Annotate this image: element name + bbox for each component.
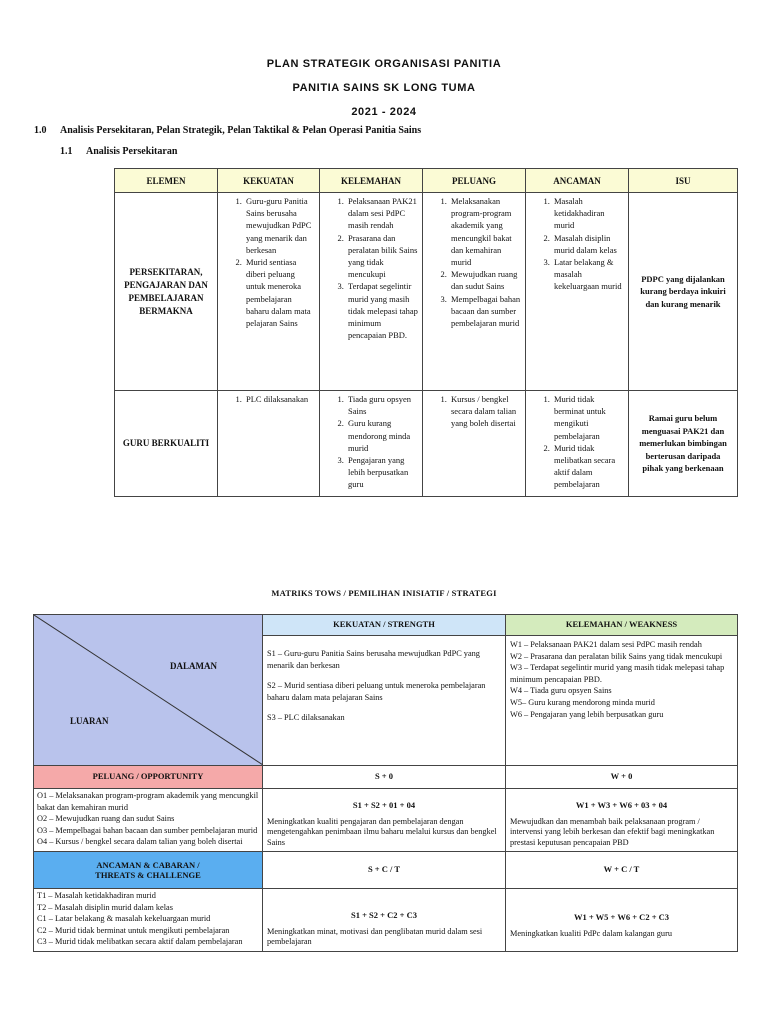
weakness-item: W5– Guru kurang mendorong minda murid <box>510 697 655 707</box>
issue-cell: PDPC yang dijalankan kurang berdaya inkuiri dan kurang menarik <box>629 193 738 391</box>
list-item: 2. Masalah disiplin murid dalam kelas <box>552 232 624 256</box>
column-header: ANCAMAN <box>526 169 629 193</box>
matrix-header-row <box>34 615 738 636</box>
strength-item: S1 – Guru-guru Panitia Sains berusaha mewujudkan PdPC yang menarik dan berkesan <box>267 649 480 670</box>
issue-cell: Ramai guru belum menguasai PAK21 dan memerlukan bimbingan berterusan daripada pihak yang berkenaan <box>629 391 738 497</box>
section-title: Analisis Persekitaran, Pelan Strategik, Pelan Taktikal & Pelan Operasi Panitia Sains <box>60 125 422 136</box>
st-formula: S1 + S2 + C2 + C3 <box>350 910 417 921</box>
list-item: 1. PLC dilaksanakan <box>244 393 315 405</box>
threat-header <box>34 852 263 889</box>
threat-header-row <box>34 852 738 889</box>
strength-cell <box>218 391 320 497</box>
document-title: PLAN STRATEGIK ORGANISASI PANITIA <box>266 58 502 70</box>
list-item: 2. Prasarana dan peralatan bilik Sains yang tidak mencukupi <box>346 232 418 281</box>
section-title: Analisis Persekitaran <box>86 146 178 157</box>
opportunity-cell <box>423 193 526 391</box>
st-strategy-cell <box>263 889 506 952</box>
list-item: 3. Terdapat segelintir murid yang masih tidak melepasi tahap minimum pencapaian PBD. <box>346 280 418 341</box>
threat-header-line: THREATS & CHALLENGE <box>95 870 201 881</box>
diagonal-header-cell <box>34 615 263 766</box>
column-header: KELEMAHAN <box>320 169 423 193</box>
table-header-row <box>115 169 738 193</box>
strength-list <box>263 636 506 766</box>
list-item: 3. Mempelbagai bahan bacaan dan sumber pembelajaran murid <box>449 293 521 330</box>
section-number: 1.1 <box>60 146 73 157</box>
wt-formula: W1 + W5 + W6 + C2 + C3 <box>573 912 670 923</box>
wo-label: W + 0 <box>506 766 738 789</box>
list-item: 3. Latar belakang & masalah kekeluargaan murid <box>552 256 624 293</box>
list-item: 1. Melaksanakan program-program akademik yang mencungkil bakat dan kemahiran murid <box>449 195 521 268</box>
list-item: 3. Pengajaran yang lebih berpusatkan guru <box>346 454 418 491</box>
st-strategy: Meningkatkan minat, motivasi dan penglibatan murid dalam sesi pembelajaran <box>267 926 483 947</box>
wo-formula: W1 + W3 + W6 + 03 + 04 <box>575 800 668 810</box>
threat-header-line: ANCAMAN & CABARAN / <box>96 859 200 870</box>
table-row <box>115 193 738 391</box>
plan-years: 2021 - 2024 <box>351 106 417 118</box>
wt-label: W + C / T <box>506 852 738 889</box>
list-item: 1. Masalah ketidakhadiran murid <box>552 195 624 232</box>
weakness-item: W1 – Pelaksanaan PAK21 dalam sesi PdPC masih rendah <box>510 640 702 649</box>
section-number: 1.0 <box>34 125 47 136</box>
threat-item: C1 – Latar belakang & masalah kekeluargaan murid <box>37 914 211 924</box>
column-header: KEKUATAN <box>218 169 320 193</box>
opportunity-item: O3 – Mempelbagai bahan bacaan dan sumber pembelajaran murid <box>37 825 258 835</box>
opportunity-header: PELUANG / OPPORTUNITY <box>34 766 263 789</box>
column-header: ELEMEN <box>115 169 218 193</box>
strength-item: S3 – PLC dilaksanakan <box>267 713 345 723</box>
st-label: S + C / T <box>263 852 506 889</box>
list-item: 2. Murid tidak melibatkan secara aktif dalam pembelajaran <box>552 442 624 491</box>
strength-header: KEKUATAN / STRENGTH <box>263 615 506 636</box>
wt-strategy: Meningkatkan kualiti PdPc dalam kalangan guru <box>510 928 672 938</box>
list-item: 1. Kursus / bengkel secara dalam talian yang boleh disertai <box>449 393 521 430</box>
internal-label: DALAMAN <box>170 661 217 671</box>
threat-cell <box>526 193 629 391</box>
weakness-item: W2 – Prasarana dan peralatan bilik Sains yang tidak mencukupi <box>510 651 723 661</box>
threat-cell <box>526 391 629 497</box>
column-header: PELUANG <box>423 169 526 193</box>
opportunity-item: O1 – Melaksanakan program-program akademik yang mencungkil bakat dan kemahiran murid <box>37 791 259 812</box>
external-label: LUARAN <box>70 716 109 726</box>
so-label: S + 0 <box>263 766 506 789</box>
tows-matrix-title: MATRIKS TOWS / PEMILIHAN INISIATIF / STRATEGI <box>271 588 497 598</box>
environment-analysis-table <box>114 168 738 497</box>
strength-cell <box>218 193 320 391</box>
diagonal-line <box>34 615 263 765</box>
section-heading-1-1 <box>60 146 177 157</box>
weakness-item: W3 – Terdapat segelintir murid yang masih tidak melepasi tahap minimum pencapaian PBD. <box>510 663 725 684</box>
section-heading-1-0 <box>34 125 421 136</box>
panel-name: PANITIA SAINS SK LONG TUMA <box>292 82 476 94</box>
list-item: 2. Mewujudkan ruang dan sudut Sains <box>449 268 521 292</box>
list-item: 1. Guru-guru Panitia Sains berusaha mewujudkan PdPC yang menarik dan berkesan <box>244 195 315 256</box>
diagonal-header <box>34 615 262 765</box>
list-item: 1. Tiada guru opsyen Sains <box>346 393 418 417</box>
threat-item: C2 – Murid tidak berminat untuk mengikuti pembelajaran <box>37 925 230 935</box>
weakness-cell <box>320 391 423 497</box>
opportunity-row <box>34 789 738 852</box>
so-strategy-cell <box>263 789 506 852</box>
list-item: 2. Guru kurang mendorong minda murid <box>346 417 418 454</box>
opportunity-list <box>34 789 263 852</box>
threat-item: C3 – Murid tidak melibatkan secara aktif dalam pembelajaran <box>37 937 243 947</box>
so-strategy: Meningkatkan kualiti pengajaran dan pembelajaran dengan mengetengahkan penimbaan ilmu baharu melalui kursus dan bengkel Sains <box>267 816 497 847</box>
so-formula: S1 + S2 + 01 + 04 <box>352 800 416 810</box>
weakness-cell <box>320 193 423 391</box>
threat-item: T2 – Masalah disiplin murid dalam kelas <box>37 902 173 912</box>
threat-row <box>34 889 738 952</box>
opportunity-item: O4 – Kursus / bengkel secara dalam talian yang boleh disertai <box>37 837 243 847</box>
list-item: 2. Murid sentiasa diberi peluang untuk meneroka pembelajaran baharu dalam mata pelajaran Sains <box>244 256 315 329</box>
weakness-header: KELEMAHAN / WEAKNESS <box>506 615 738 636</box>
strength-item: S2 – Murid sentiasa diberi peluang untuk meneroka pembelajaran baharu dalam mata pelajaran Sains <box>267 681 486 702</box>
opportunity-cell <box>423 391 526 497</box>
element-cell: GURU BERKUALITI <box>115 391 218 497</box>
weakness-item: W6 – Pengajaran yang lebih berpusatkan guru <box>510 709 664 719</box>
opportunity-item: O2 – Mewujudkan ruang dan sudut Sains <box>37 814 175 824</box>
wo-strategy-cell <box>506 789 738 852</box>
element-cell: PERSEKITARAN, PENGAJARAN DAN PEMBELAJARAN BERMAKNA <box>115 193 218 391</box>
list-item: 1. Murid tidak berminat untuk mengikuti pembelajaran <box>552 393 624 442</box>
column-header: ISU <box>629 169 738 193</box>
wo-strategy: Mewujudkan dan menambah baik pelaksanaan program / intervensi yang lebih berkesan dan efektif bagi meningkatkan prestasi keputusan pencapaian PBD <box>510 816 715 847</box>
weakness-list <box>506 636 738 766</box>
wt-strategy-cell <box>506 889 738 952</box>
threat-item: T1 – Masalah ketidakhadiran murid <box>37 891 156 901</box>
weakness-item: W4 – Tiada guru opsyen Sains <box>510 686 612 696</box>
list-item: 1. Pelaksanaan PAK21 dalam sesi PdPC masih rendah <box>346 195 418 232</box>
tows-matrix-table <box>33 614 738 952</box>
threat-list <box>34 889 263 952</box>
opportunity-header-row <box>34 766 738 789</box>
table-row <box>115 391 738 497</box>
